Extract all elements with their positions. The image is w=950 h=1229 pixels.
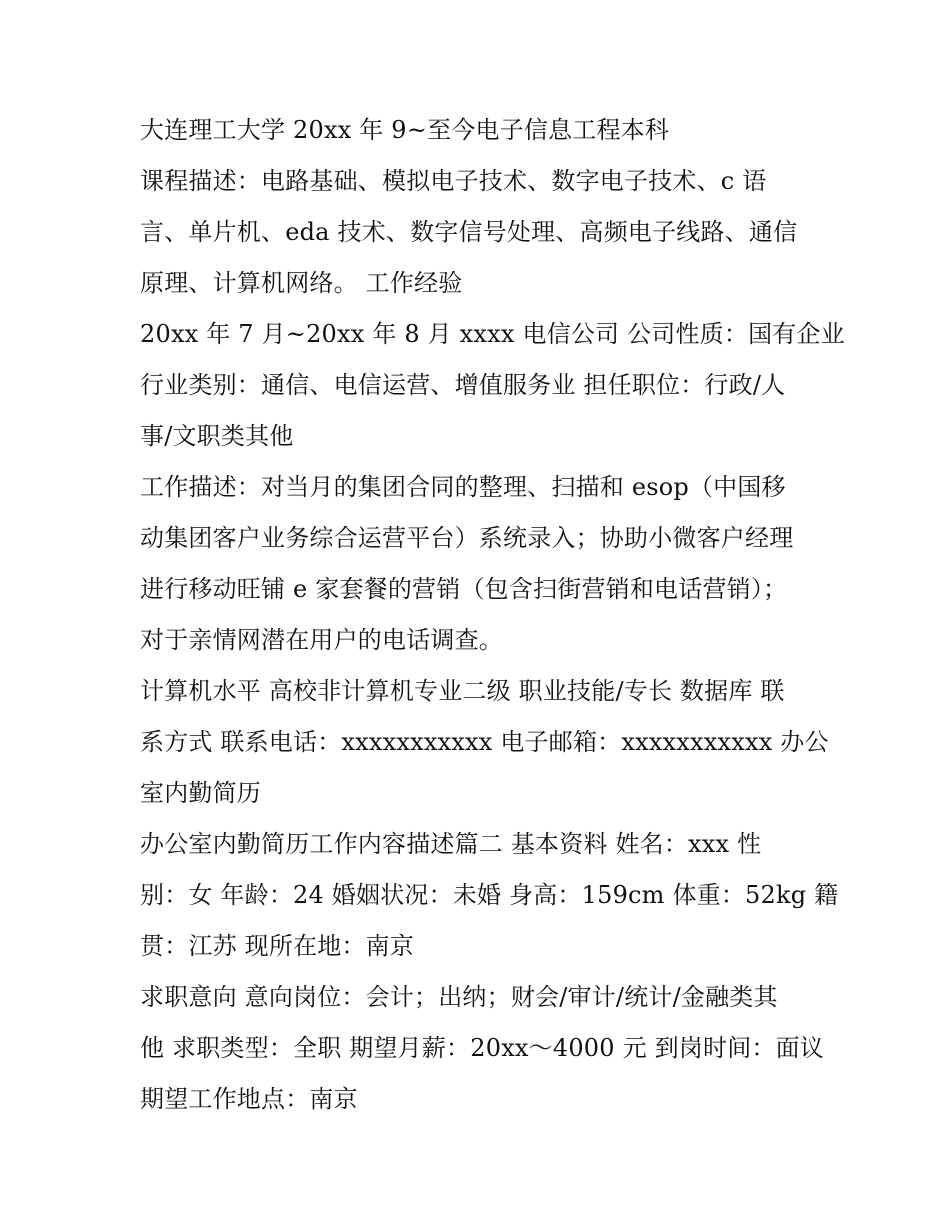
text-line-location: 贯：江苏 现所在地：南京 xyxy=(140,932,415,960)
text-line-industry: 行业类别：通信、电信运营、增值服务业 担任职位：行政/人 xyxy=(140,371,786,399)
text-line-education: 大连理工大学 20xx 年 9~至今电子信息工程本科 xyxy=(140,116,670,144)
text-line-position: 事/文职类其他 xyxy=(140,422,294,450)
text-line-personal: 别：女 年龄：24 婚姻状况：未婚 身高：159cm 体重：52kg 籍 xyxy=(140,881,839,909)
text-line-work-desc: 工作描述：对当月的集团合同的整理、扫描和 esop（中国移 xyxy=(140,473,786,501)
text-line-contact-end: 室内勤简历 xyxy=(140,779,261,807)
text-line-courses-end: 原理、计算机网络。 工作经验 xyxy=(140,269,463,297)
text-line-courses-cont: 言、单片机、eda 技术、数字信号处理、高频电子线路、通信 xyxy=(140,218,798,246)
text-line-contact: 系方式 联系电话：xxxxxxxxxxx 电子邮箱：xxxxxxxxxxx 办公 xyxy=(140,728,829,756)
text-line-work-desc-2: 动集团客户业务综合运营平台）系统录入；协助小微客户经理 xyxy=(140,524,794,552)
text-line-work-period: 20xx 年 7 月~20xx 年 8 月 xxxx 电信公司 公司性质：国有企业 xyxy=(140,320,845,348)
text-line-courses: 课程描述：电路基础、模拟电子技术、数字电子技术、c 语 xyxy=(140,167,767,195)
text-line-job-intent: 求职意向 意向岗位：会计；出纳；财会/审计/统计/金融类其 xyxy=(140,983,778,1011)
document-body xyxy=(140,105,845,1125)
text-line-basic-info: 办公室内勤简历工作内容描述篇二 基本资料 姓名：xxx 性 xyxy=(140,830,762,858)
text-line-work-desc-4: 对于亲情网潜在用户的电话调查。 xyxy=(140,626,503,654)
text-line-job-type: 他 求职类型：全职 期望月薪：20xx～4000 元 到岗时间：面议 xyxy=(140,1034,825,1062)
text-line-computer-level: 计算机水平 高校非计算机专业二级 职业技能/专长 数据库 联 xyxy=(140,677,785,705)
text-line-work-place: 期望工作地点：南京 xyxy=(140,1085,358,1113)
text-line-work-desc-3: 进行移动旺铺 e 家套餐的营销（包含扫街营销和电话营销）； xyxy=(140,575,788,603)
